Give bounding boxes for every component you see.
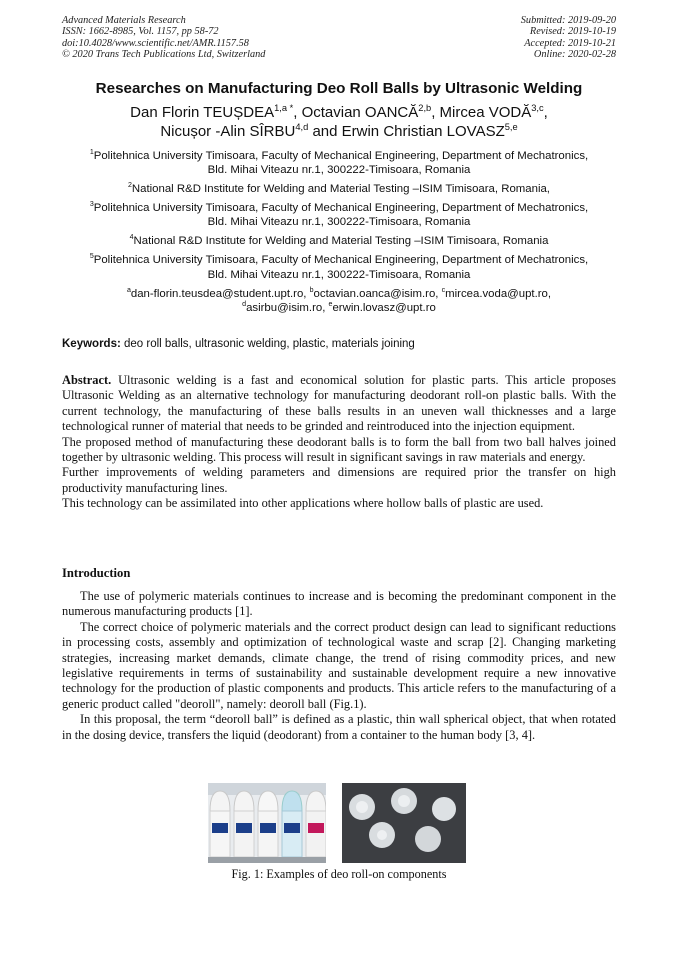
author-name: , Mircea VODĂ (431, 104, 532, 121)
author-name: Dan Florin TEUȘDEA (130, 104, 275, 121)
email-link[interactable]: asirbu@isim.ro, (246, 301, 329, 314)
deo-bottles-photo (208, 783, 326, 863)
email-link[interactable]: mircea.voda@upt.ro, (445, 287, 552, 300)
roll-on-balls-photo (342, 783, 466, 863)
affiliation-list (80, 149, 598, 315)
keywords (62, 338, 415, 350)
abstract-paragraph: This technology can be assimilated into other applications where hollow balls of plastic are used. (62, 496, 544, 511)
author-affil-sup: 2,b (418, 103, 432, 113)
email-sup: b (309, 286, 314, 294)
email-link[interactable]: erwin.lovasz@upt.ro (332, 301, 436, 314)
section-heading-introduction: Introduction (62, 566, 131, 580)
author-affil-sup: 4,d (295, 121, 309, 132)
bottle-group (210, 791, 326, 857)
affiliation-text: National R&D Institute for Welding and Material Testing –ISIM Timisoara, Romania, (131, 183, 550, 196)
author-name: , Octavian OANCĂ (293, 104, 419, 121)
email-sup: a (126, 286, 131, 294)
intro-paragraph: The use of polymeric materials continues to increase and is becoming the predominant component in the numerous manufacturing products [1]. (62, 589, 616, 619)
journal-copyright: © 2020 Trans Tech Publications Ltd, Switzerland (62, 49, 266, 61)
author-separator: , (543, 104, 548, 121)
author-list (40, 104, 638, 141)
email-sup: c (441, 286, 446, 294)
date-online: Online: 2020-02-28 (533, 49, 616, 61)
affiliation-text: Politehnica University Timisoara, Faculty of Mechanical Engineering, Department of Mechatronics, Bld. Mihai Viteazu nr.1, 300222-Timisoara, Romania (93, 254, 589, 281)
affiliation-number: 3 (89, 201, 94, 209)
author-affil-sup: 1,a * (274, 103, 294, 113)
intro-paragraph: In this proposal, the term “deoroll ball” is defined as a plastic, thin wall spherical object, that when rotated in the dosing device, transfers the liquid (deodorant) from a container to the human body [3, 4]. (62, 712, 616, 742)
email-list (80, 287, 598, 315)
journal-issn: ISSN: 1662-8985, Vol. 1157, pp 58-72 (62, 26, 219, 38)
abstract-paragraph (62, 373, 616, 435)
journal-name: Advanced Materials Research (62, 15, 186, 26)
affiliation (80, 234, 598, 248)
abstract (62, 373, 616, 512)
introduction-body (62, 589, 616, 743)
affiliation-number: 5 (89, 253, 94, 261)
email-link[interactable]: octavian.oanca@isim.ro, (313, 287, 442, 300)
affiliation-text: Politehnica University Timisoara, Faculty of Mechanical Engineering, Department of Mechatronics, Bld. Mihai Viteazu nr.1, 300222-Timisoara, Romania (93, 202, 589, 229)
affiliation-text: Politehnica University Timisoara, Faculty of Mechanical Engineering, Department of Mechatronics, Bld. Mihai Viteazu nr.1, 300222-Timisoara, Romania (93, 150, 589, 177)
author-name: Nicușor -Alin SÎRBU (160, 122, 296, 140)
affiliation (80, 201, 598, 229)
affiliation (80, 149, 598, 177)
paper-title: Researches on Manufacturing Deo Roll Balls by Ultrasonic Welding (95, 80, 583, 97)
abstract-paragraph: The proposed method of manufacturing these deodorant balls is to form the ball from two ball halves joined together by ultrasonic welding. This process will result in significant savings in raw materials and energy. (62, 434, 616, 465)
figure-caption: Fig. 1: Examples of deo roll-on components (231, 867, 447, 881)
date-accepted: Accepted: 2019-10-21 (524, 37, 616, 49)
abstract-paragraph: Further improvements of welding parameters and dimensions are required prior the transfer on high productivity manufacturing lines. (62, 465, 616, 495)
author-affil-sup: 3,c (531, 103, 544, 113)
intro-paragraph: The correct choice of polymeric materials and the correct product design can lead to significant reductions in processing costs, assembly and optimization of technological waste and scrap [2]. Changing marketing strategies, increasing market demands, climate change, the trend of rising commodity prices, and new legislative requirements in terms of sustainability and sustainable development require a new innovative technology for the production of plastic components and products. This article refers to the manufacturing of a generic product called "deoroll", namely: deoroll ball (Fig.1). (62, 619, 616, 711)
affiliation (80, 253, 598, 281)
affiliation-number: 2 (128, 182, 132, 190)
keywords-label: Keywords: (62, 338, 121, 350)
email-sup: d (242, 301, 247, 309)
affiliation-number: 1 (89, 149, 94, 157)
email-link[interactable]: dan-florin.teusdea@student.upt.ro, (130, 287, 310, 300)
affiliation-number: 4 (129, 234, 134, 242)
author-name: and Erwin Christian LOVASZ (308, 122, 505, 140)
affiliation (80, 182, 598, 196)
date-revised: Revised: 2019-10-19 (529, 26, 616, 38)
keywords-text: deo roll balls, ultrasonic welding, plastic, materials joining (120, 338, 415, 350)
affiliation-text: National R&D Institute for Welding and Material Testing –ISIM Timisoara, Romania (133, 235, 549, 248)
abstract-text: Ultrasonic welding is a fast and economical solution for plastic parts. This article proposes Ultrasonic Welding as an alternative technology for manufacturing deodorant roll-on plastic balls. With the current technology, the manufacturing of these balls results in an uneven wall thicknesses and a large technological runner of material that needs to be grinded and reintroduced into the injection equipment. (62, 373, 616, 434)
journal-header-left (62, 15, 265, 61)
journal-header-right (521, 15, 616, 61)
author-affil-sup: 5,e (504, 121, 518, 132)
email-sup: e (328, 301, 333, 309)
journal-doi[interactable]: doi:10.4028/www.scientific.net/AMR.1157.58 (62, 37, 249, 49)
date-submitted: Submitted: 2019-09-20 (520, 15, 616, 26)
abstract-label: Abstract. (62, 373, 112, 387)
